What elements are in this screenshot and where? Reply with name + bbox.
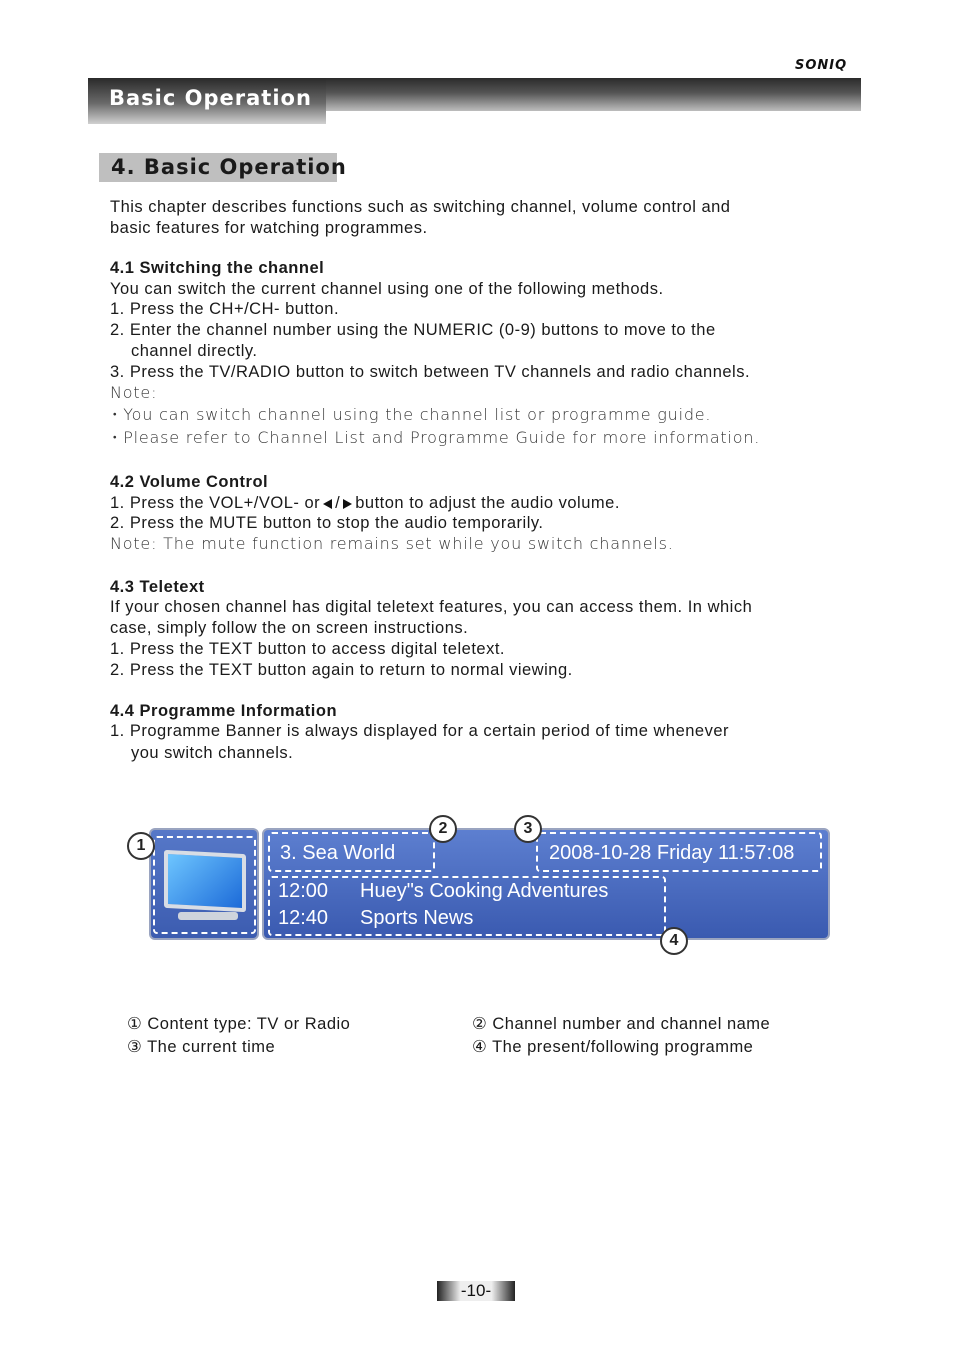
callout-number-1: 1 [127,832,155,860]
s44-item-1b: you switch channels. [131,744,294,762]
legend-item-1: ① Content type: TV or Radio [127,1015,351,1033]
banner-prog1-title: Huey"s Cooking Adventures [360,880,609,902]
page-number-box [437,1281,515,1301]
legend-item-2: ② Channel number and channel name [472,1015,771,1033]
legend-item-4: ④ The present/following programme [472,1038,754,1056]
s42-note: Note: The mute function remains set while you switch channels. [110,534,674,553]
s42-item-1-post: button to adjust the audio volume. [355,494,620,512]
banner-prog1-time: 12:00 [278,880,329,902]
heading-4-1: 4.1 Switching the channel [110,259,325,277]
bullet: • [113,432,118,444]
heading-4-4: 4.4 Programme Information [110,702,338,720]
s43-lead-a: If your chosen channel has digital teletext features, you can access them. In which [110,598,753,616]
callout-number-4: 4 [660,927,688,955]
s41-item-2a: 2. Enter the channel number using the NUMERIC (0-9) buttons to move to the [110,321,716,339]
s41-item-1: 1. Press the CH+/CH- button. [110,300,340,318]
s41-item-2b: channel directly. [131,342,258,360]
s43-lead-b: case, simply follow the on screen instructions. [110,619,469,637]
page-number: -10- [460,1281,492,1300]
banner-datetime: 2008-10-28 Friday 11:57:08 [549,842,795,864]
s41-note-2-text: Please refer to Channel List and Programme Guide for more information. [123,428,761,447]
callout-box-1 [153,836,256,934]
s41-note-1 [113,405,711,426]
callout-number-2: 2 [429,815,457,843]
banner-prog2-time: 12:40 [278,907,329,929]
heading-4-3: 4.3 Teletext [110,578,205,596]
s41-lead: You can switch the current channel using one of the following methods. [110,280,664,298]
heading-4-2: 4.2 Volume Control [110,473,269,491]
banner-channel: 3. Sea World [280,842,396,864]
callout-number-3: 3 [514,815,542,843]
s42-item-1-pre: 1. Press the VOL+/VOL- or [110,494,321,512]
bullet: • [113,409,118,421]
s42-item-1 [110,493,620,513]
banner-prog2-title: Sports News [360,907,474,929]
legend-item-3: ③ The current time [127,1038,276,1056]
s43-item-2: 2. Press the TEXT button again to return to normal viewing. [110,661,573,679]
s42-item-1-sep: / [335,494,341,512]
left-arrow-icon [323,499,332,509]
s43-item-1: 1. Press the TEXT button to access digital teletext. [110,640,506,658]
s41-item-3: 3. Press the TV/RADIO button to switch between TV channels and radio channels. [110,363,751,381]
s42-item-2: 2. Press the MUTE button to stop the audio temporarily. [110,514,544,532]
right-arrow-icon [343,499,352,509]
s44-item-1a: 1. Programme Banner is always displayed for a certain period of time whenever [110,722,730,740]
s41-note-label: Note: [110,383,158,402]
s41-note-1-text: You can switch channel using the channel list or programme guide. [123,405,712,424]
brand-logo: SONIQ [795,58,848,73]
intro-line-2: basic features for watching programmes. [110,219,428,237]
intro-line-1: This chapter describes functions such as switching channel, volume control and [110,198,731,216]
s41-note-2 [113,428,760,449]
header-title: Basic Operation [109,86,312,110]
section-title: 4. Basic Operation [111,155,347,179]
